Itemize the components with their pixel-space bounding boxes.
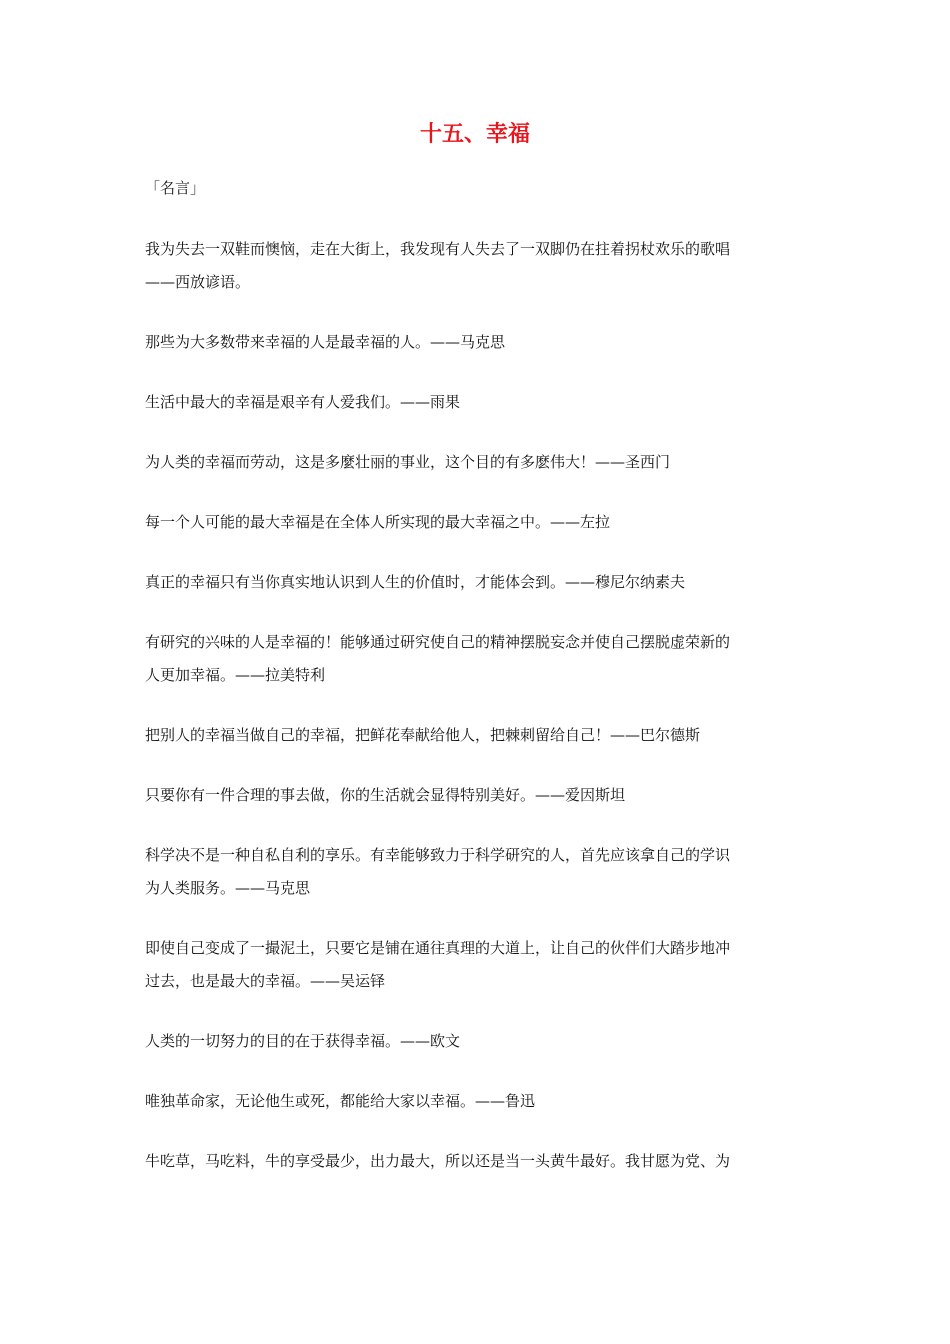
page-title: 十五、幸福 [419, 122, 530, 147]
quote-paragraph [145, 506, 810, 539]
quote-line: 有研究的兴味的人是幸福的！能够通过研究使自己的精神摆脱妄念并使自己摆脱虚荣新的 [145, 633, 731, 651]
section-label: 「名言」 [145, 179, 206, 197]
quote-paragraph [145, 326, 810, 359]
quote-line: 为人类服务。——马克思 [145, 879, 311, 897]
quote-line: 过去，也是最大的幸福。——吴运铎 [145, 972, 386, 990]
quote-line: 生活中最大的幸福是艰辛有人爱我们。——雨果 [145, 393, 461, 411]
quote-line: 真正的幸福只有当你真实地认识到人生的价值时，才能体会到。——穆尼尔纳素夫 [145, 573, 686, 591]
quote-paragraph [145, 1145, 810, 1178]
quote-line: 只要你有一件合理的事去做，你的生活就会显得特别美好。——爱因斯坦 [145, 786, 626, 804]
quote-line: 科学决不是一种自私自利的享乐。有幸能够致力于科学研究的人，首先应该拿自己的学识 [145, 846, 731, 864]
quote-line: 唯独革命家，无论他生或死，都能给大家以幸福。——鲁迅 [145, 1092, 536, 1110]
quote-line: 那些为大多数带来幸福的人是最幸福的人。——马克思 [145, 333, 506, 351]
quote-paragraph [145, 626, 810, 692]
quote-paragraph [145, 1085, 810, 1118]
quote-paragraph [145, 932, 810, 998]
quote-line: 人更加幸福。——拉美特利 [145, 666, 326, 684]
quote-line: ——西放谚语。 [145, 273, 251, 291]
quote-line: 每一个人可能的最大幸福是在全体人所实现的最大幸福之中。——左拉 [145, 513, 611, 531]
quote-line: 把别人的幸福当做自己的幸福，把鲜花奉献给他人，把棘刺留给自己！——巴尔德斯 [145, 726, 701, 744]
quote-line: 即使自己变成了一撮泥土，只要它是铺在通往真理的大道上，让自己的伙伴们大踏步地冲 [145, 939, 731, 957]
quote-line: 人类的一切努力的目的在于获得幸福。——欧文 [145, 1032, 461, 1050]
quote-line: 我为失去一双鞋而懊恼，走在大街上，我发现有人失去了一双脚仍在拄着拐杖欢乐的歌唱 [145, 240, 731, 258]
quote-list [145, 233, 810, 1205]
quote-paragraph [145, 839, 810, 905]
quote-paragraph [145, 1025, 810, 1058]
quote-paragraph [145, 446, 810, 479]
quote-paragraph [145, 779, 810, 812]
quote-paragraph [145, 566, 810, 599]
quote-line: 牛吃草，马吃料，牛的享受最少，出力最大，所以还是当一头黄牛最好。我甘愿为党、为 [145, 1152, 731, 1170]
quote-paragraph [145, 719, 810, 752]
quote-paragraph [145, 386, 810, 419]
quote-line: 为人类的幸福而劳动，这是多麼壮丽的事业，这个目的有多麽伟大！——圣西门 [145, 453, 671, 471]
quote-paragraph [145, 233, 810, 299]
